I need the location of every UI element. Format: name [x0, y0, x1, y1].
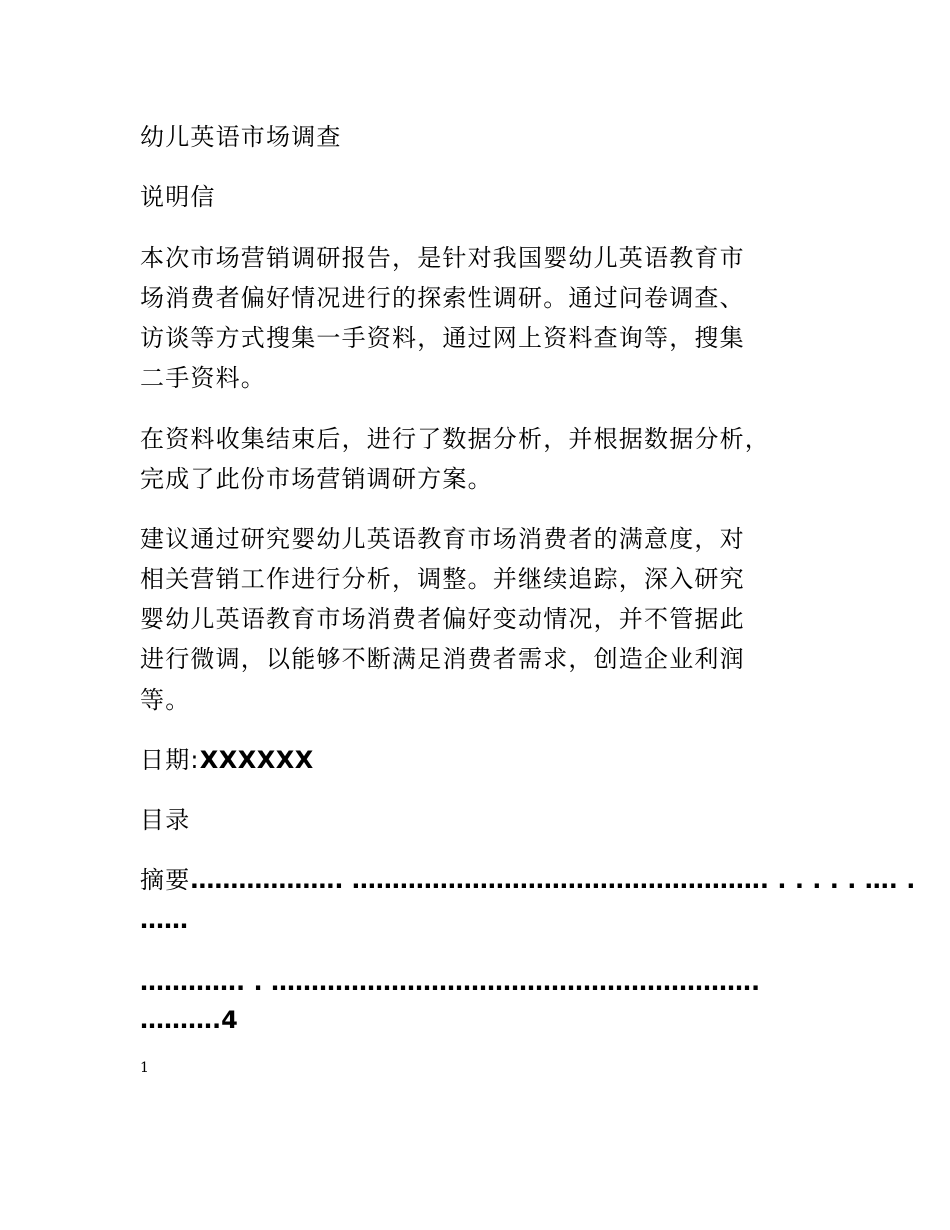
paragraph-line: 进行微调，以能够不断满足消费者需求，创造企业利润	[140, 645, 745, 673]
date-value: XXXXXX	[199, 746, 314, 774]
toc-page-number: 4	[221, 1006, 239, 1034]
paragraph-line: 访谈等方式搜集一手资料，通过网上资料查询等，搜集	[140, 324, 745, 352]
toc-heading: 目录	[140, 806, 191, 834]
toc-leader: ……….	[140, 1006, 222, 1034]
toc-leader: ……	[140, 906, 188, 934]
page-number: 1	[140, 1060, 149, 1076]
paragraph-line: 本次市场营销调研报告，是针对我国婴幼儿英语教育市	[140, 244, 745, 272]
paragraph-line: 二手资料。	[140, 364, 266, 392]
paragraph-line: 婴幼儿英语教育市场消费者偏好变动情况，并不管据此	[140, 605, 745, 633]
paragraph-line: 相关营销工作进行分析，调整。并继续追踪，深入研究	[140, 565, 745, 593]
paragraph-line: 建议通过研究婴幼儿英语教育市场消费者的满意度，对	[140, 525, 745, 553]
toc-entry-line	[140, 1000, 238, 1040]
toc-entry-label: 摘要	[140, 866, 191, 894]
toc-entry-line	[140, 860, 915, 900]
toc-leader: ………………. ……………………………………………. . . . . . …. .	[190, 866, 916, 894]
paragraph-line: 在资料收集结束后，进行了数据分析，并根据数据分析，	[140, 425, 770, 453]
section-heading: 说明信	[140, 183, 216, 211]
paragraph-line: 完成了此份市场营销调研方案。	[140, 465, 493, 493]
document-title: 幼儿英语市场调查	[140, 123, 342, 151]
paragraph-line: 等。	[140, 686, 191, 714]
date-line	[140, 740, 314, 780]
paragraph-line: 场消费者偏好情况进行的探索性调研。通过问卷调查、	[140, 284, 745, 312]
date-label: 日期:	[140, 746, 200, 774]
toc-leader: …………. . …………………………………………………….	[140, 968, 761, 996]
